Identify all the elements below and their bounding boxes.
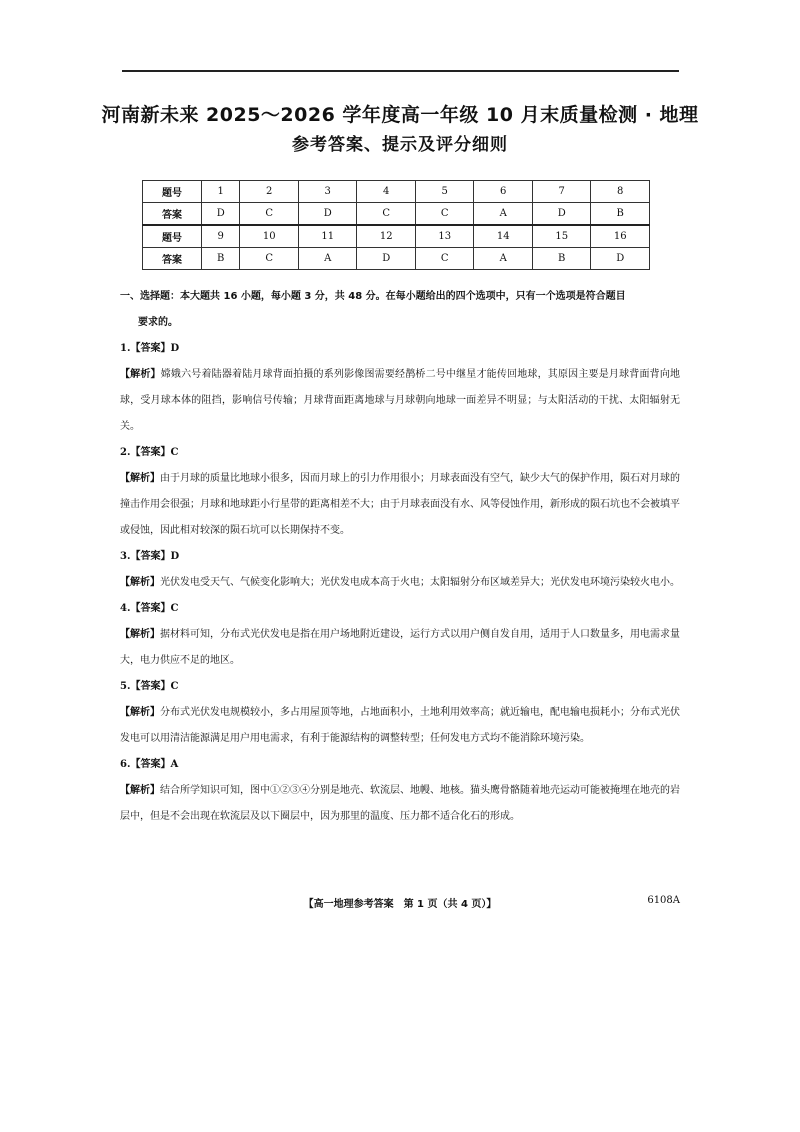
table-cell: C <box>415 203 474 226</box>
question-number: 4. <box>120 603 131 614</box>
answer-tag: 【答案】 <box>130 343 171 354</box>
question-answer-line <box>120 544 680 570</box>
table-cell: 11 <box>298 225 357 248</box>
top-rule <box>122 70 679 72</box>
table-cell: D <box>591 248 650 270</box>
table-cell: D <box>357 248 416 270</box>
table-row <box>143 225 650 248</box>
analysis-text: 结合所学知识可知，图中①②③④分别是地壳、软流层、地幔、地核。猫头鹰骨骼随着地壳运动可能被掩埋在地壳的岩层中，但是不会出现在软流层及以下圈层中，因为那里的温度、压力都不适合化石的形成。 <box>120 785 680 822</box>
question-number: 5. <box>120 681 131 692</box>
footer-page-info: 【高一地理参考答案 第 1 页（共 4 页）】 <box>303 899 497 910</box>
answer-value: D <box>170 551 180 562</box>
row-header: 题号 <box>143 225 202 248</box>
analysis-text: 据材料可知，分布式光伏发电是指在用户场地附近建设，运行方式以用户侧自发自用，适用于人口数量多，用电需求量大，电力供应不足的地区。 <box>120 629 680 666</box>
answer-tag: 【答案】 <box>130 603 171 614</box>
table-cell: B <box>202 248 240 270</box>
table-cell: 12 <box>357 225 416 248</box>
analysis-paragraph <box>120 778 680 830</box>
table-cell: C <box>240 203 299 226</box>
table-cell: 1 <box>202 181 240 203</box>
table-cell: B <box>532 248 591 270</box>
analysis-text: 光伏发电受天气、气候变化影响大；光伏发电成本高于火电；太阳辐射分布区域差异大；光伏发电环境污染较火电小。 <box>160 577 680 588</box>
table-cell: A <box>474 248 533 270</box>
table-cell: 4 <box>357 181 416 203</box>
document-title: 河南新未来 2025～2026 学年度高一年级 10 月末质量检测 · 地理 <box>101 104 699 126</box>
answer-value: C <box>170 681 179 692</box>
table-cell: 10 <box>240 225 299 248</box>
table-cell: B <box>591 203 650 226</box>
section-heading-line: 一、选择题：本大题共 16 小题，每小题 3 分，共 48 分。在每小题给出的四个选项中，只有一个选项是符合题目 <box>120 291 626 302</box>
analysis-paragraph <box>120 700 680 752</box>
table-cell: C <box>357 203 416 226</box>
question-answer-line <box>120 752 680 778</box>
answer-value: D <box>170 343 180 354</box>
analysis-tag: 【解析】 <box>120 577 160 588</box>
answer-tag: 【答案】 <box>130 551 171 562</box>
analysis-text: 由于月球的质量比地球小很多，因而月球上的引力作用很小；月球表面没有空气，缺少大气的保护作用，陨石对月球的撞击作用会很强；月球和地球距小行星带的距离相差不大；由于月球表面没有水、风等侵蚀作用，新形成的陨石坑也不会被填平或侵蚀，因此相对较深的陨石坑可以长期保持不变。 <box>120 473 680 536</box>
row-header: 答案 <box>143 203 202 226</box>
table-cell: 3 <box>298 181 357 203</box>
row-header: 题号 <box>143 181 202 203</box>
document-subtitle: 参考答案、提示及评分细则 <box>292 135 508 155</box>
answer-explanations <box>120 284 680 830</box>
analysis-text: 嫦娥六号着陆器着陆月球背面拍摄的系列影像图需要经鹊桥二号中继星才能传回地球，其原因主要是月球背面背向地球，受月球本体的阻挡，影响信号传输；月球背面距离地球与月球朝向地球一面差异不明显；与太阳活动的干扰、太阳辐射无关。 <box>120 369 681 432</box>
table-cell: D <box>532 203 591 226</box>
question-number: 1. <box>120 343 131 354</box>
question-answer-line <box>120 336 680 362</box>
analysis-tag: 【解析】 <box>120 707 160 718</box>
answer-tag: 【答案】 <box>130 759 171 770</box>
section-heading-line: 要求的。 <box>138 317 178 328</box>
analysis-text: 分布式光伏发电规模较小，多占用屋顶等地，占地面积小，土地利用效率高；就近输电，配电输电损耗小；分布式光伏发电可以用清洁能源满足用户用电需求，有利于能源结构的调整转型；任何发电方式均不能消除环境污染。 <box>120 707 680 744</box>
footer-code: 6108A <box>647 895 680 906</box>
answer-value: C <box>170 603 179 614</box>
table-row <box>143 181 650 203</box>
analysis-paragraph <box>120 570 680 596</box>
answer-tag: 【答案】 <box>130 447 171 458</box>
table-cell: 16 <box>591 225 650 248</box>
table-cell: A <box>298 248 357 270</box>
question-number: 3. <box>120 551 131 562</box>
table-cell: 5 <box>415 181 474 203</box>
table-cell: 15 <box>532 225 591 248</box>
section-heading <box>120 284 680 336</box>
analysis-tag: 【解析】 <box>120 369 161 380</box>
table-cell: 7 <box>532 181 591 203</box>
table-cell: C <box>415 248 474 270</box>
answer-value: C <box>170 447 179 458</box>
question-answer-line <box>120 596 680 622</box>
analysis-tag: 【解析】 <box>120 473 160 484</box>
table-cell: D <box>202 203 240 226</box>
question-number: 2. <box>120 447 131 458</box>
row-header: 答案 <box>143 248 202 270</box>
answer-value: A <box>170 759 179 770</box>
analysis-paragraph <box>120 622 680 674</box>
table-cell: 2 <box>240 181 299 203</box>
answer-tag: 【答案】 <box>130 681 171 692</box>
table-row <box>143 248 650 270</box>
analysis-paragraph <box>120 362 680 440</box>
table-cell: 13 <box>415 225 474 248</box>
table-row <box>143 203 650 226</box>
analysis-paragraph <box>120 466 680 544</box>
table-cell: A <box>474 203 533 226</box>
question-number: 6. <box>120 759 131 770</box>
answer-table <box>142 180 650 270</box>
table-cell: D <box>298 203 357 226</box>
table-cell: 6 <box>474 181 533 203</box>
table-cell: 8 <box>591 181 650 203</box>
analysis-tag: 【解析】 <box>120 785 160 796</box>
table-cell: 9 <box>202 225 240 248</box>
question-answer-line <box>120 440 680 466</box>
table-cell: C <box>240 248 299 270</box>
table-cell: 14 <box>474 225 533 248</box>
analysis-tag: 【解析】 <box>120 629 160 640</box>
question-answer-line <box>120 674 680 700</box>
